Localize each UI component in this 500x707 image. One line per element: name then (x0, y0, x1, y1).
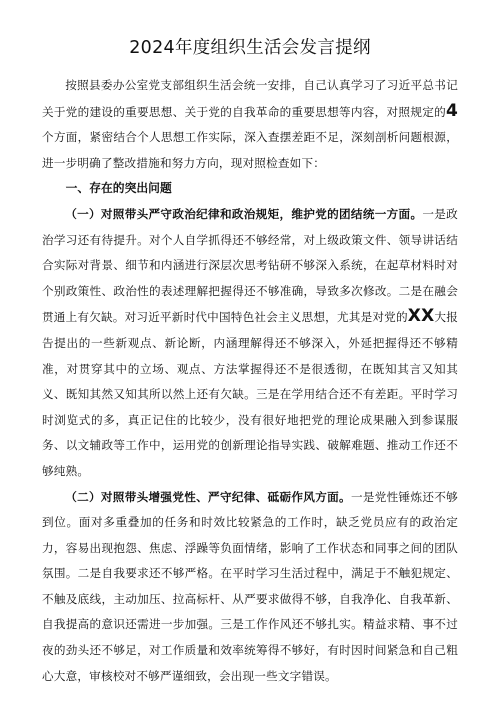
aspect-count: 4 (445, 100, 458, 121)
document-title: 2024年度组织生活会发言提纲 (129, 38, 371, 58)
intro-paragraph (42, 73, 458, 176)
item1-body-part1: 一是政治学习还有待提升。对个人自学抓得还不够经常，对上级政策文件、领导讲话结合实际对背景、细节和内涵进行深层次思考钻研不够深入系统，在起草材料时对个别政策性、政治性的表述理解把握得还不够准确，导致多次修改。二是在融会贯通上有欠缺。对习近平新时代中国特色社会主义思想，尤其是对党的 (42, 206, 458, 325)
item2-heading: （二）对照带头增强党性、严守纪律、砥砺作风方面。 (65, 489, 351, 504)
placeholder-xx: XX (407, 306, 435, 327)
item2-body: 一是党性锤炼还不够到位。面对多重叠加的任务和时效比较紧急的工作时，缺乏党员应有的政治定力，容易出现抱怨、焦虑、浮躁等负面情绪，影响了工作状态和同事之间的团队氛围。二是自我要求还不够严格。在平时学习生活过程中，满足于不触犯规定、不触及底线，主动加压、拉高标杆、从严要求做得不够，自我净化、自我革新、自我提高的意识还需进一步加强。三是工作作风还不够扎实。精益求精、事不过夜的劲头还不够足，对工作质量和效率统筹得不够好，有时因时间紧急和自己粗心大意，审核校对不够严谨细致，会出现一些文字错误。 (42, 489, 458, 683)
item1-body-part2: 大报告提出的一些新观点、新论断，内涵理解得还不够深入，外延把握得还不够精准，对贯穿其中的立场、观点、方法掌握得还不是很透彻，在既知其言又知其义、既知其然又知其所以然上还有欠缺。三是在学用结合还不有差距。平时学习时浏览式的多，真正记住的比较少，没有很好地把党的理论成果融入到参谋服务、以文辅政等工作中，运用党的创新理论指导实践、破解难题、推动工作还不够纯熟。 (42, 310, 459, 478)
item2-paragraph (42, 485, 458, 690)
intro-text-part1: 按照县委办公室党支部组织生活会统一安排，自己认真学习了习近平总书记关于党的建设的重要思想、关于党的自我革命的重要思想等内容，对照规定的 (42, 78, 458, 119)
intro-text-part2: 个方面，紧密结合个人思想工作实际，深入查摆差距不足，深刻剖析问题根源，进一步明确了整改措施和努力方向，现对照检查如下： (42, 130, 458, 170)
section-heading-problems: 一、存在的突出问题 (65, 181, 172, 196)
item1-paragraph (42, 202, 458, 485)
item1-heading: （一）对照带头严守政治纪律和政治规矩，维护党的团结统一方面。 (65, 206, 423, 221)
